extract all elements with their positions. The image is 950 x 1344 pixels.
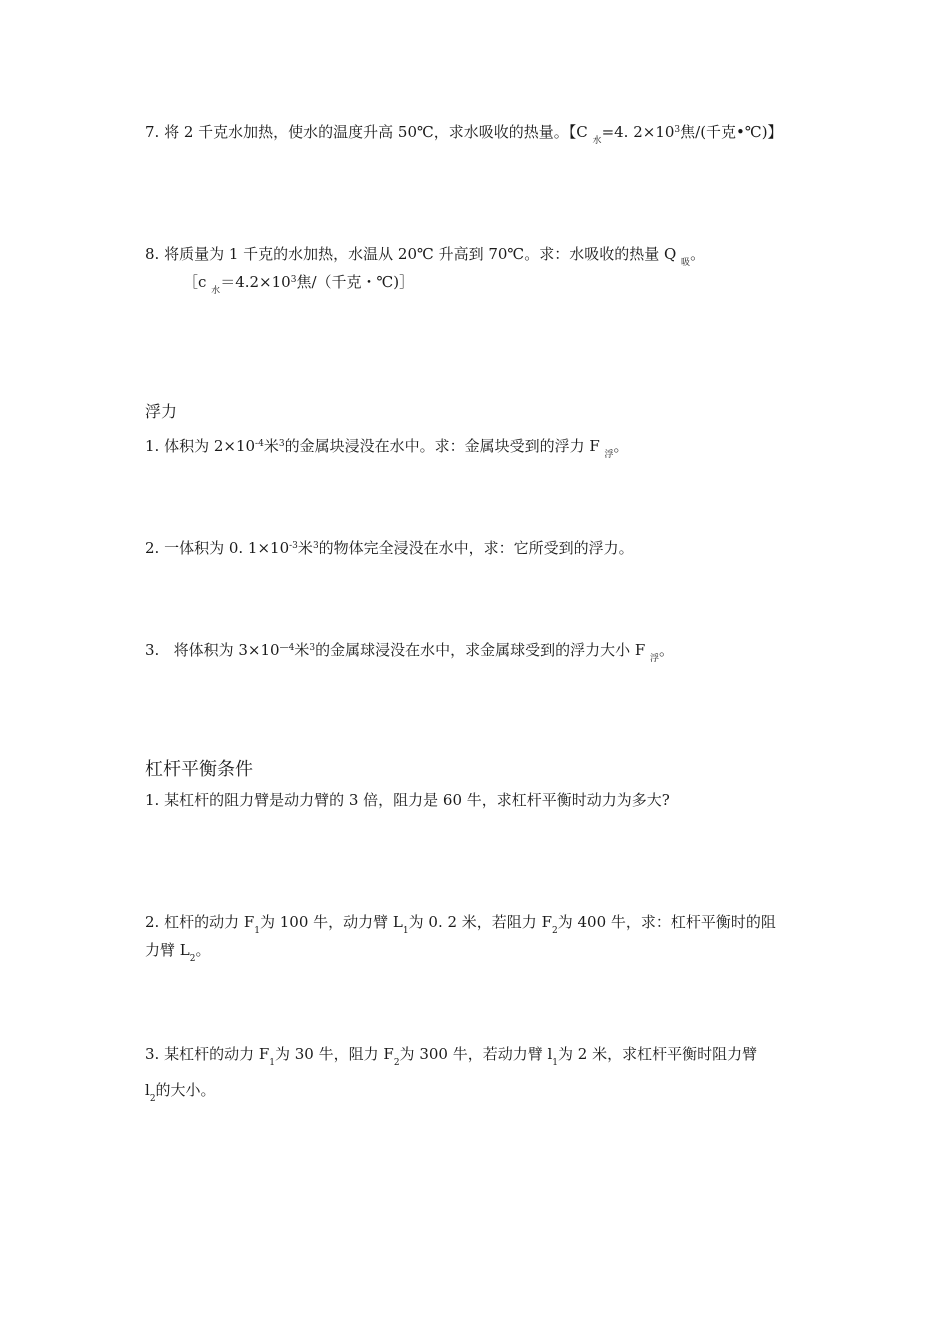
heat-question-8-constant: ［c $_水=4.2\times 10^3$焦/（千克・℃)］ (183, 273, 415, 296)
lever-question-2-continued: 力臂 $L_2$。 (145, 941, 211, 964)
heat-question-8: 8. 将质量为 1 千克的水加热，水温从 20℃ 升高到 70℃。求：水吸收的热量 Q $_吸$。 (145, 245, 706, 268)
heat-question-7: 7. 将 2 千克水加热，使水的温度升高 50℃，求水吸收的热量。【C $_水$=4. $2\times 10^3$焦/(千克•℃)】 (145, 123, 783, 146)
section-heading-buoyancy: 浮力 (145, 402, 178, 421)
buoyancy-question-3: 3. 将体积为 $3\times 10^{—4}$米$^3$的金属球浸没在水中，求金属球受到的浮力大小 F $_浮$。 (145, 641, 675, 664)
buoyancy-question-1: 1. 体积为 $2\times 10^{-4}$米$^3$的金属块浸没在水中。求：金属块受到的浮力 F $_浮$。 (145, 437, 629, 460)
buoyancy-question-2: 2. 一体积为 0. $1\times 10^{-3}$米$^3$的物体完全浸没在水中，求：它所受到的浮力。 (145, 539, 634, 557)
lever-question-3: 3. 某杠杆的动力 $F_1$为 30 牛，阻力 $F_2$为 300 牛，若动力臂 $l_1$为 2 米，求杠杆平衡时阻力臂 (145, 1045, 758, 1068)
lever-question-3-continued: $l_2$的大小。 (145, 1081, 216, 1104)
section-heading-lever: 杠杆平衡条件 (145, 759, 253, 780)
lever-question-1: 1. 某杠杆的阻力臂是动力臂的 3 倍，阻力是 60 牛，求杠杆平衡时动力为多大? (145, 791, 670, 809)
lever-question-2: 2. 杠杆的动力 $F_1$为 100 牛，动力臂 $L_1$为 0. 2 米，若阻力 $F_2$为 400 牛，求：杠杆平衡时的阻 (145, 913, 776, 936)
